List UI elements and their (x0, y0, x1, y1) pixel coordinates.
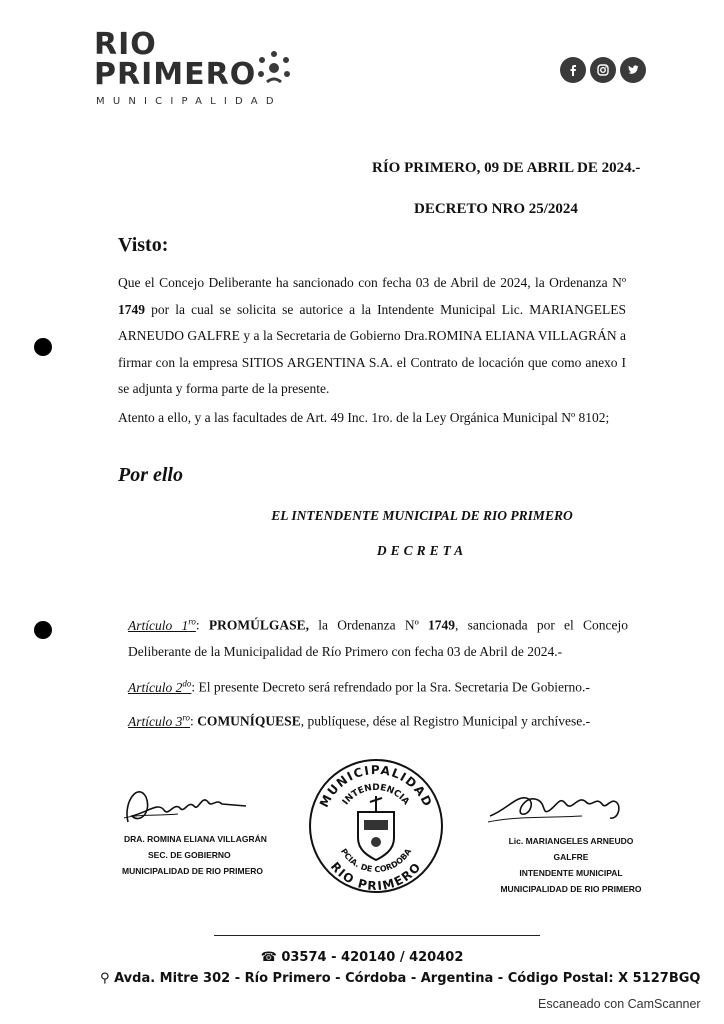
ordinance-number: 1749 (118, 301, 145, 317)
footer-address (100, 971, 700, 986)
article-3-verb: COMUNÍQUESE (197, 713, 301, 729)
article-1-label: Artículo $1^{ro}$ (128, 616, 196, 633)
signature-right-caption (496, 833, 646, 897)
logo-line-primero: PRIMERO (94, 57, 257, 92)
location-pin-icon: ⚲ (100, 971, 110, 986)
signer-left-name: DRA. ROMINA ELIANA VILLAGRÁN (124, 834, 267, 844)
signer-right-org: MUNICIPALIDAD DE RIO PRIMERO (500, 884, 642, 894)
por-ello-heading: Por ello (118, 464, 183, 486)
signature-villagran (118, 772, 258, 832)
municipal-seal (306, 756, 446, 896)
footer-phone (0, 950, 724, 965)
punch-hole-mark (34, 338, 52, 356)
visto-heading: Visto: (118, 234, 169, 256)
article-3: Artículo $3^{ro}$: COMUNÍQUESE, publíquese, dése al Registro Municipal y archívese.- (128, 712, 591, 729)
signature-left-caption (108, 831, 268, 879)
signer-right-role: INTENDENTE MUNICIPAL (519, 868, 623, 878)
facebook-icon[interactable] (560, 57, 586, 83)
atento-paragraph: Atento a ello, y a las facultades de Art. 49 Inc. 1ro. de la Ley Orgánica Municipal Nº 8102; (118, 410, 610, 425)
paragraph1-text-b: por la cual se solicita se autorice a la Intendente Municipal Lic. MARIANGELES ARNEUDO GALFRE y a la Secretaria de Gobierno Dra.ROMINA ELIANA VILLAGRÁN a firmar con la empresa SITIOS ARGENTINA S.A. el Contrato de locación que como anexo I se adjunta y forma parte de la presente. (118, 301, 626, 396)
twitter-icon[interactable] (620, 57, 646, 83)
logo-line-municipalidad: MUNICIPALIDAD (96, 96, 282, 107)
scanner-watermark: Escaneado con CamScanner (538, 997, 701, 1011)
intendente-title: EL INTENDENTE MUNICIPAL DE RIO PRIMERO (271, 508, 573, 523)
visto-paragraph (118, 270, 626, 403)
sun-figure-icon (254, 48, 294, 88)
municipal-logo (94, 27, 304, 110)
article-2: Artículo $2^{do}$: El presente Decreto será refrendado por la Sra. Secretaria De Gobierno.- (128, 678, 590, 695)
svg-text:INTENDENCIA: INTENDENCIA (340, 782, 411, 808)
footer-divider (214, 935, 540, 936)
phone-icon: ☎ (260, 950, 282, 965)
address-text: Avda. Mitre 302 - Río Primero - Córdoba - Argentina - Código Postal: X 5127BGQ (114, 971, 701, 986)
instagram-icon[interactable] (590, 57, 616, 83)
article-3-label: Artículo $3^{ro}$ (128, 712, 191, 729)
signer-left-role: SEC. DE GOBIERNO (148, 850, 231, 860)
document-date: RÍO PRIMERO, 09 DE ABRIL DE 2024.- (372, 160, 641, 176)
svg-text:PCIA. DE CORDOBA: PCIA. DE CORDOBA (338, 847, 414, 875)
article-2-label: Artículo $2^{do}$ (128, 678, 192, 695)
article-1-verb: PROMÚLGASE, (208, 617, 310, 633)
punch-hole-mark (34, 621, 52, 639)
svg-text:MUNICIPALIDAD: MUNICIPALIDAD (316, 762, 436, 810)
svg-text:RIO PRIMERO: RIO PRIMERO (327, 859, 425, 894)
social-icons (560, 57, 652, 85)
signer-right-name: Lic. MARIANGELES ARNEUDO GALFRE (508, 836, 634, 862)
signer-left-org: MUNICIPALIDAD DE RIO PRIMERO (122, 866, 264, 876)
decree-number: DECRETO NRO 25/2024 (414, 201, 578, 217)
article-1: Artículo $1^{ro}$: PROMÚLGASE, la Ordenanza Nº 1749, sancionada por el Concejo Deliberante de la Municipalidad de Río Primero con fecha 03 de Abril de 2024.- (128, 616, 629, 659)
signature-arneudo (486, 776, 636, 836)
phone-number: 03574 - 420140 / 420402 (281, 950, 464, 965)
paragraph1-text-a: Que el Concejo Deliberante ha sancionado con fecha 03 de Abril de 2024, la Ordenanza Nº (118, 275, 626, 290)
logo-line-rio: RIO (94, 27, 157, 62)
decreta-heading: DECRETA (376, 543, 468, 558)
